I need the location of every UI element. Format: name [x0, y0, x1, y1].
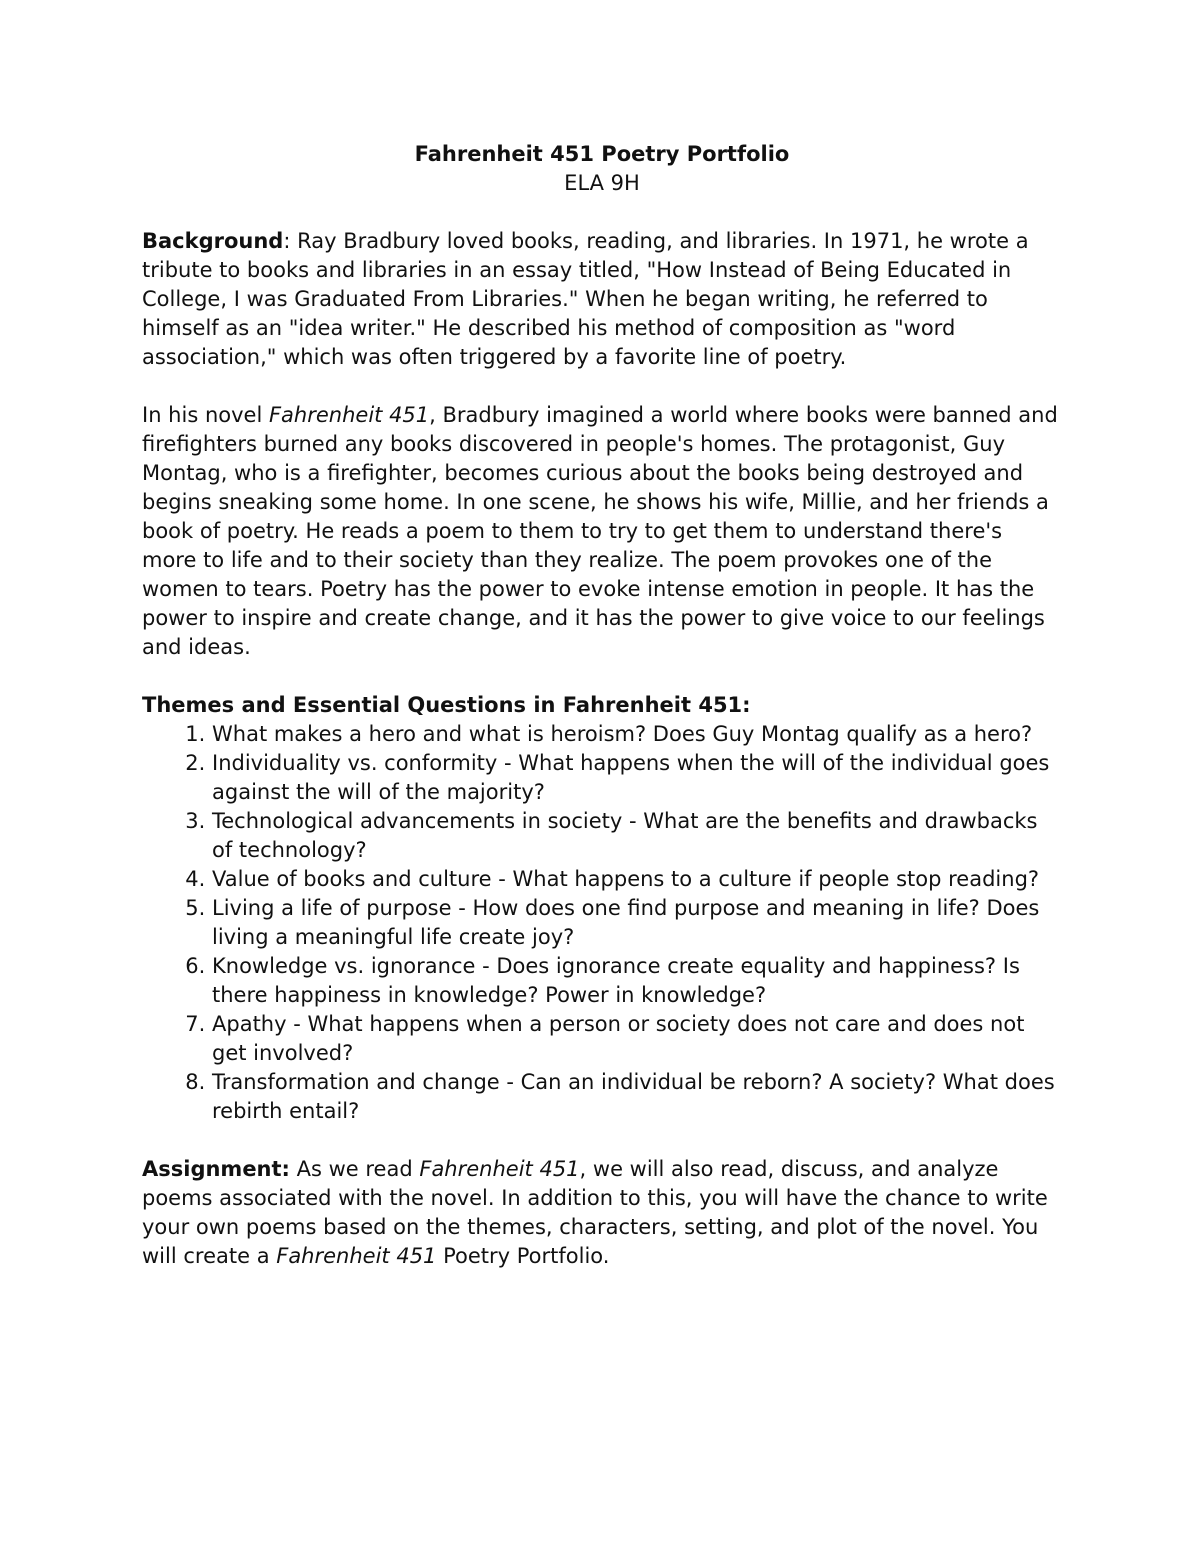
background-text: : Ray Bradbury loved books, reading, and libraries. In 1971, he wrote a tribute to books and libraries in an essay titled, "How Instead of Being Educated in College, I was Graduated From Libraries." When he began writing, he referred to himself as an "idea writer." He described his method of composition as "word association," which was often triggered by a favorite line of poetry. — [142, 229, 1029, 369]
novel-text: , Bradbury imagined a world where books were banned and firefighters burned any books discovered in people's homes. The protagonist, Guy Montag, who is a firefighter, becomes curious about the books being destroyed and begins sneaking some home. In one scene, he shows his wife, Millie, and her friends a book of poetry. He reads a poem to them to try to get them to understand there's more to life and to their society than they realize. The poem provokes one of the women to tears. Poetry has the power to evoke intense emotion in people. It has the power to inspire and create change, and it has the power to give voice to our feelings and ideas. — [142, 403, 1058, 659]
theme-item-5: 5. Living a life of purpose - How does one find purpose and meaning in life? Does living a meaningful life create joy? — [212, 894, 1062, 952]
theme-item-4: 4. Value of books and culture - What happens to a culture if people stop reading? — [212, 865, 1062, 894]
assignment-paragraph — [142, 1155, 1062, 1271]
novel-paragraph — [142, 401, 1062, 662]
theme-item-8: 8. Transformation and change - Can an individual be reborn? A society? What does rebirth entail? — [212, 1068, 1062, 1126]
theme-item-2: 2. Individuality vs. conformity - What happens when the will of the individual goes against the will of the majority? — [212, 749, 1062, 807]
assignment-label: Assignment: — [142, 1157, 290, 1181]
theme-item-7: 7. Apathy - What happens when a person or society does not care and does not get involved? — [212, 1010, 1062, 1068]
theme-item-3: 3. Technological advancements in society - What are the benefits and drawbacks of technology? — [212, 807, 1062, 865]
themes-heading: Themes and Essential Questions in Fahrenheit 451: — [142, 693, 751, 717]
assignment-text-1: As we read — [289, 1157, 420, 1181]
document-subtitle: ELA 9H — [564, 171, 640, 195]
assignment-book-title-2: Fahrenheit 451 — [276, 1244, 437, 1268]
novel-book-title: Fahrenheit 451 — [268, 403, 430, 427]
document-title: Fahrenheit 451 Poetry Portfolio — [414, 142, 790, 166]
themes-list — [142, 720, 1062, 1126]
theme-item-6: 6. Knowledge vs. ignorance - Does ignorance create equality and happiness? Is there happiness in knowledge? Power in knowledge? — [212, 952, 1062, 1010]
background-label: Background — [142, 229, 284, 253]
theme-item-1: 1. What makes a hero and what is heroism? Does Guy Montag qualify as a hero? — [212, 720, 1062, 749]
document-page — [142, 140, 1062, 1300]
background-paragraph — [142, 227, 1062, 372]
assignment-text-2: , we will also read, discuss, and analyze poems associated with the novel. In addition to this, you will have the chance to write your own poems based on the themes, characters, setting, and plot of the novel. You will create a — [142, 1157, 1048, 1268]
novel-lead: In his novel — [142, 403, 269, 427]
assignment-text-3: Poetry Portfolio. — [436, 1244, 610, 1268]
assignment-book-title-1: Fahrenheit 451 — [419, 1157, 580, 1181]
